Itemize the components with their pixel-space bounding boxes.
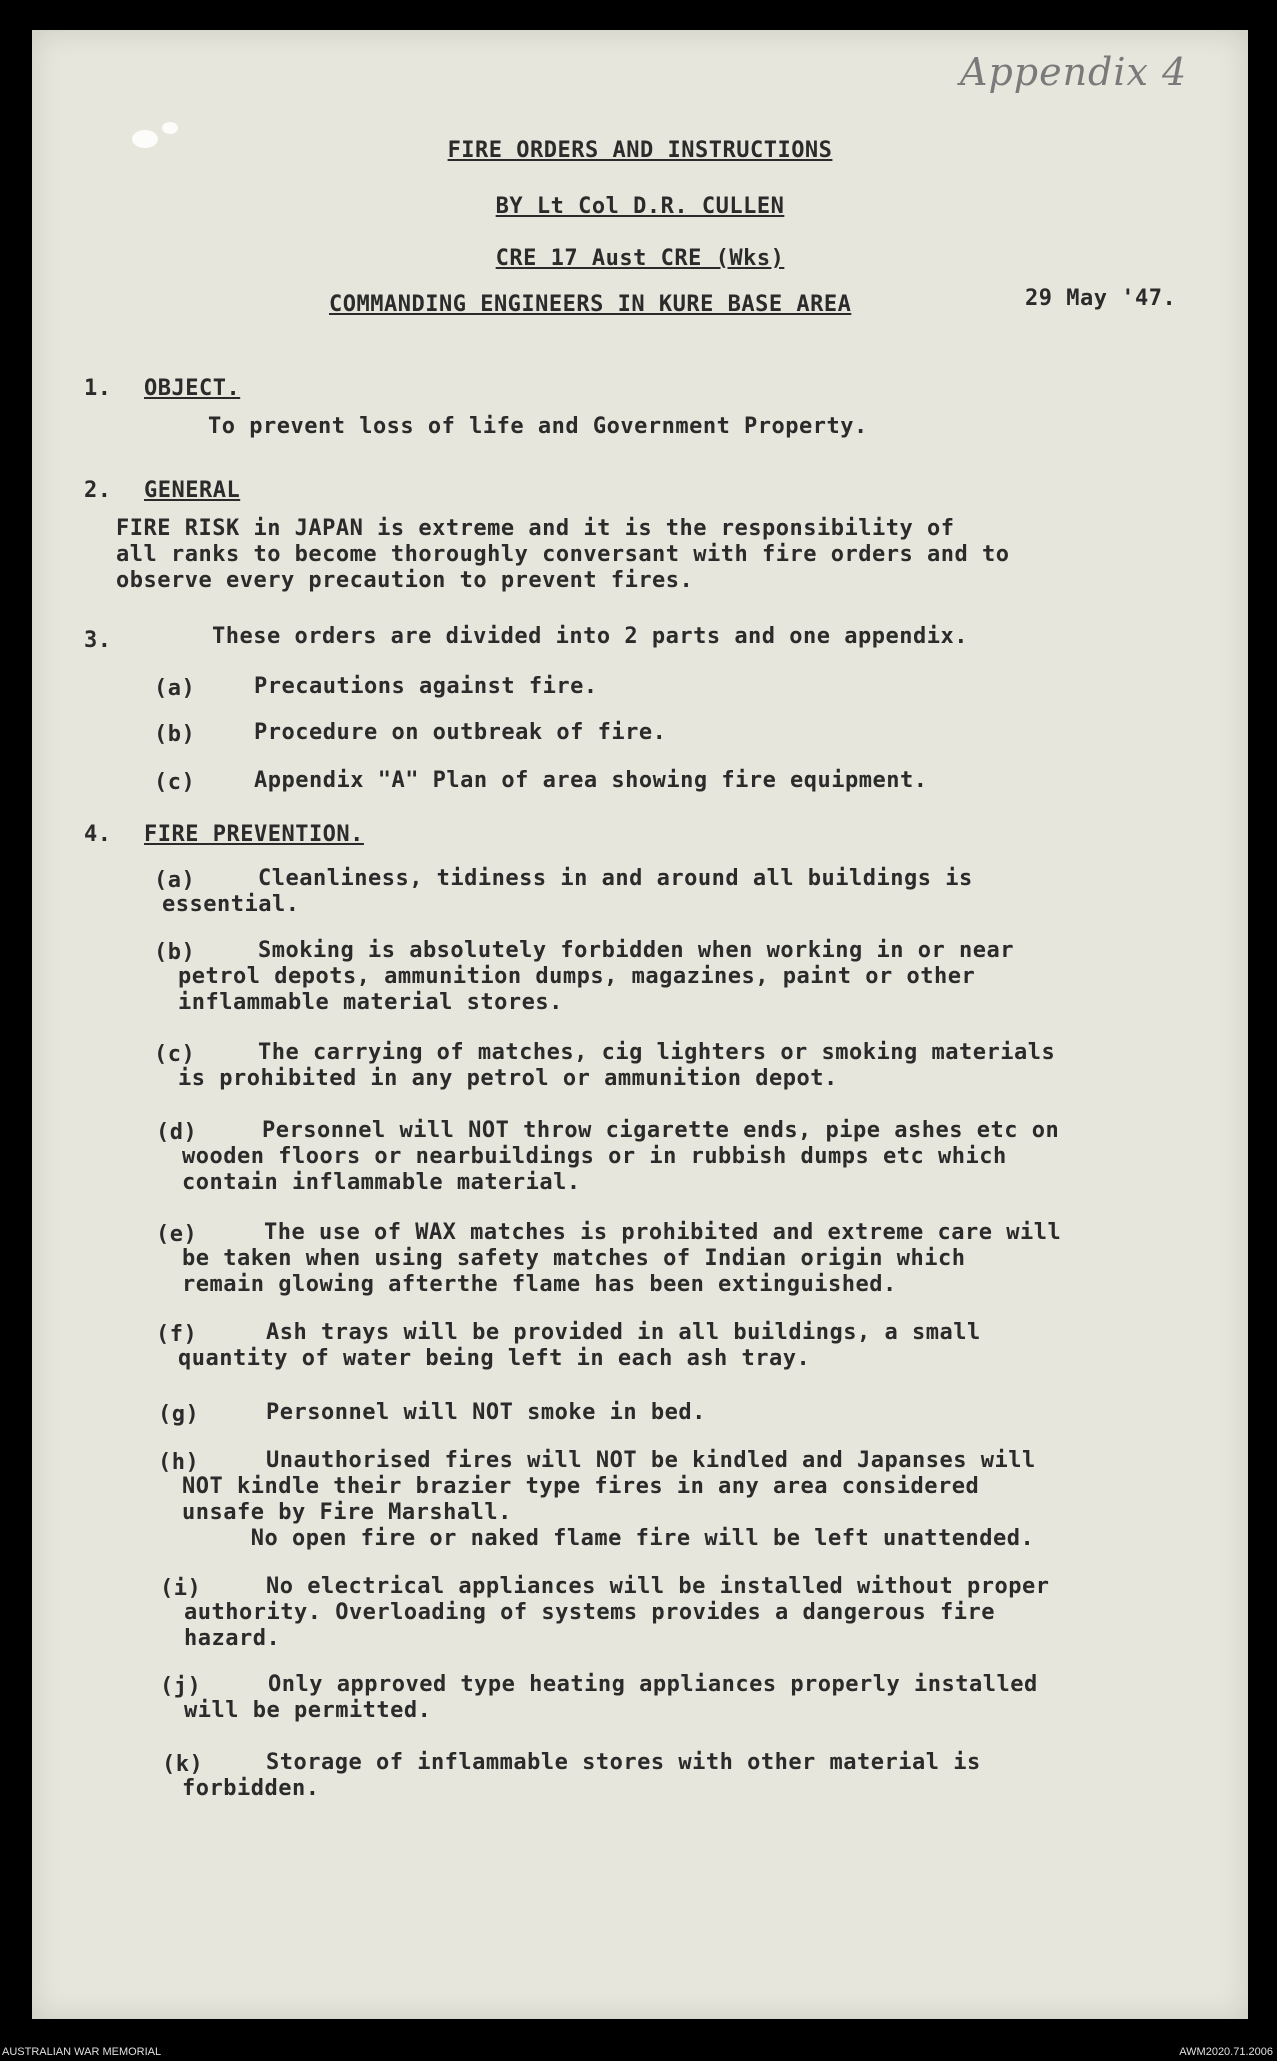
- list-item-label: (k): [162, 1752, 204, 1777]
- document-date: 29 May '47.: [1025, 286, 1177, 311]
- list-item-label: (h): [158, 1450, 200, 1475]
- list-item-label: (d): [156, 1120, 198, 1145]
- document-page: [32, 30, 1248, 2019]
- section-heading: FIRE PREVENTION.: [144, 822, 364, 847]
- list-item-text: The use of WAX matches is prohibited and extreme care will be taken when using safety matches of Indian origin which remain glowing afterthe flame has been extinguished.: [182, 1220, 1062, 1297]
- list-item-text: Personnel will NOT throw cigarette ends, pipe ashes etc on wooden floors or nearbuildings or in rubbish dumps etc which contain inflammable material.: [182, 1118, 1060, 1195]
- command-line: COMMANDING ENGINEERS IN KURE BASE AREA: [329, 292, 852, 317]
- list-item-label: (a): [154, 676, 196, 701]
- unit-line: CRE 17 Aust CRE (Wks): [495, 246, 785, 271]
- section-number: 3.: [84, 628, 112, 653]
- list-item-text: Appendix "A" Plan of area showing fire equipment.: [254, 768, 928, 793]
- list-item-label: (c): [154, 770, 196, 795]
- handwritten-annotation: Appendix 4: [960, 50, 1188, 94]
- list-item-label: (c): [154, 1042, 196, 1067]
- list-item-text: Procedure on outbreak of fire.: [254, 720, 667, 745]
- list-item-text: No electrical appliances will be installed without proper authority. Overloading of systems provides a dangerous fire hazard.: [184, 1574, 1050, 1651]
- section-number: 4.: [84, 822, 112, 847]
- section-text: FIRE RISK in JAPAN is extreme and it is the responsibility of all ranks to become thoroughly conversant with fire orders and to observe every precaution to prevent fires.: [116, 516, 1010, 593]
- paper-damage-mark: [162, 122, 178, 134]
- section-heading: GENERAL: [144, 478, 241, 503]
- section-number: 1.: [84, 376, 112, 401]
- list-item-label: (g): [158, 1402, 200, 1427]
- section-number: 2.: [84, 478, 112, 503]
- footer-accession-number: AWM2020.71.2006: [1179, 2046, 1273, 2058]
- list-item-label: (b): [154, 940, 196, 965]
- author-line: BY Lt Col D.R. CULLEN: [495, 194, 785, 219]
- list-item-text: The carrying of matches, cig lighters or smoking materials is prohibited in any petrol or ammunition depot.: [178, 1040, 1056, 1091]
- list-item-label: (a): [154, 868, 196, 893]
- list-item-label: (b): [154, 722, 196, 747]
- list-item-text: Unauthorised fires will NOT be kindled and Japanses will NOT kindle their brazier type fires in any area considered unsafe by Fire Marshall. No open fire or naked flame fire will be left unattended.: [182, 1448, 1036, 1551]
- list-item-label: (e): [156, 1222, 198, 1247]
- list-item-label: (i): [160, 1576, 202, 1601]
- section-heading: OBJECT.: [144, 376, 241, 401]
- section-text: To prevent loss of life and Government Property.: [208, 414, 868, 439]
- footer-credit: AUSTRALIAN WAR MEMORIAL: [2, 2046, 162, 2058]
- list-item-text: Ash trays will be provided in all buildings, a small quantity of water being left in each ash tray.: [178, 1320, 981, 1371]
- section-text: These orders are divided into 2 parts and one appendix.: [212, 624, 968, 649]
- list-item-text: Storage of inflammable stores with other material is forbidden.: [182, 1750, 981, 1801]
- list-item-text: Smoking is absolutely forbidden when working in or near petrol depots, ammunition dumps, magazines, paint or other inflammable material stores.: [178, 938, 1014, 1015]
- list-item-text: Precautions against fire.: [254, 674, 598, 699]
- list-item-label: (f): [156, 1322, 198, 1347]
- list-item-text: Cleanliness, tidiness in and around all buildings is essential.: [162, 866, 973, 917]
- list-item-label: (j): [160, 1674, 202, 1699]
- list-item-text: Personnel will NOT smoke in bed.: [266, 1400, 706, 1425]
- document-title: FIRE ORDERS AND INSTRUCTIONS: [447, 138, 833, 163]
- list-item-text: Only approved type heating appliances properly installed will be permitted.: [184, 1672, 1038, 1723]
